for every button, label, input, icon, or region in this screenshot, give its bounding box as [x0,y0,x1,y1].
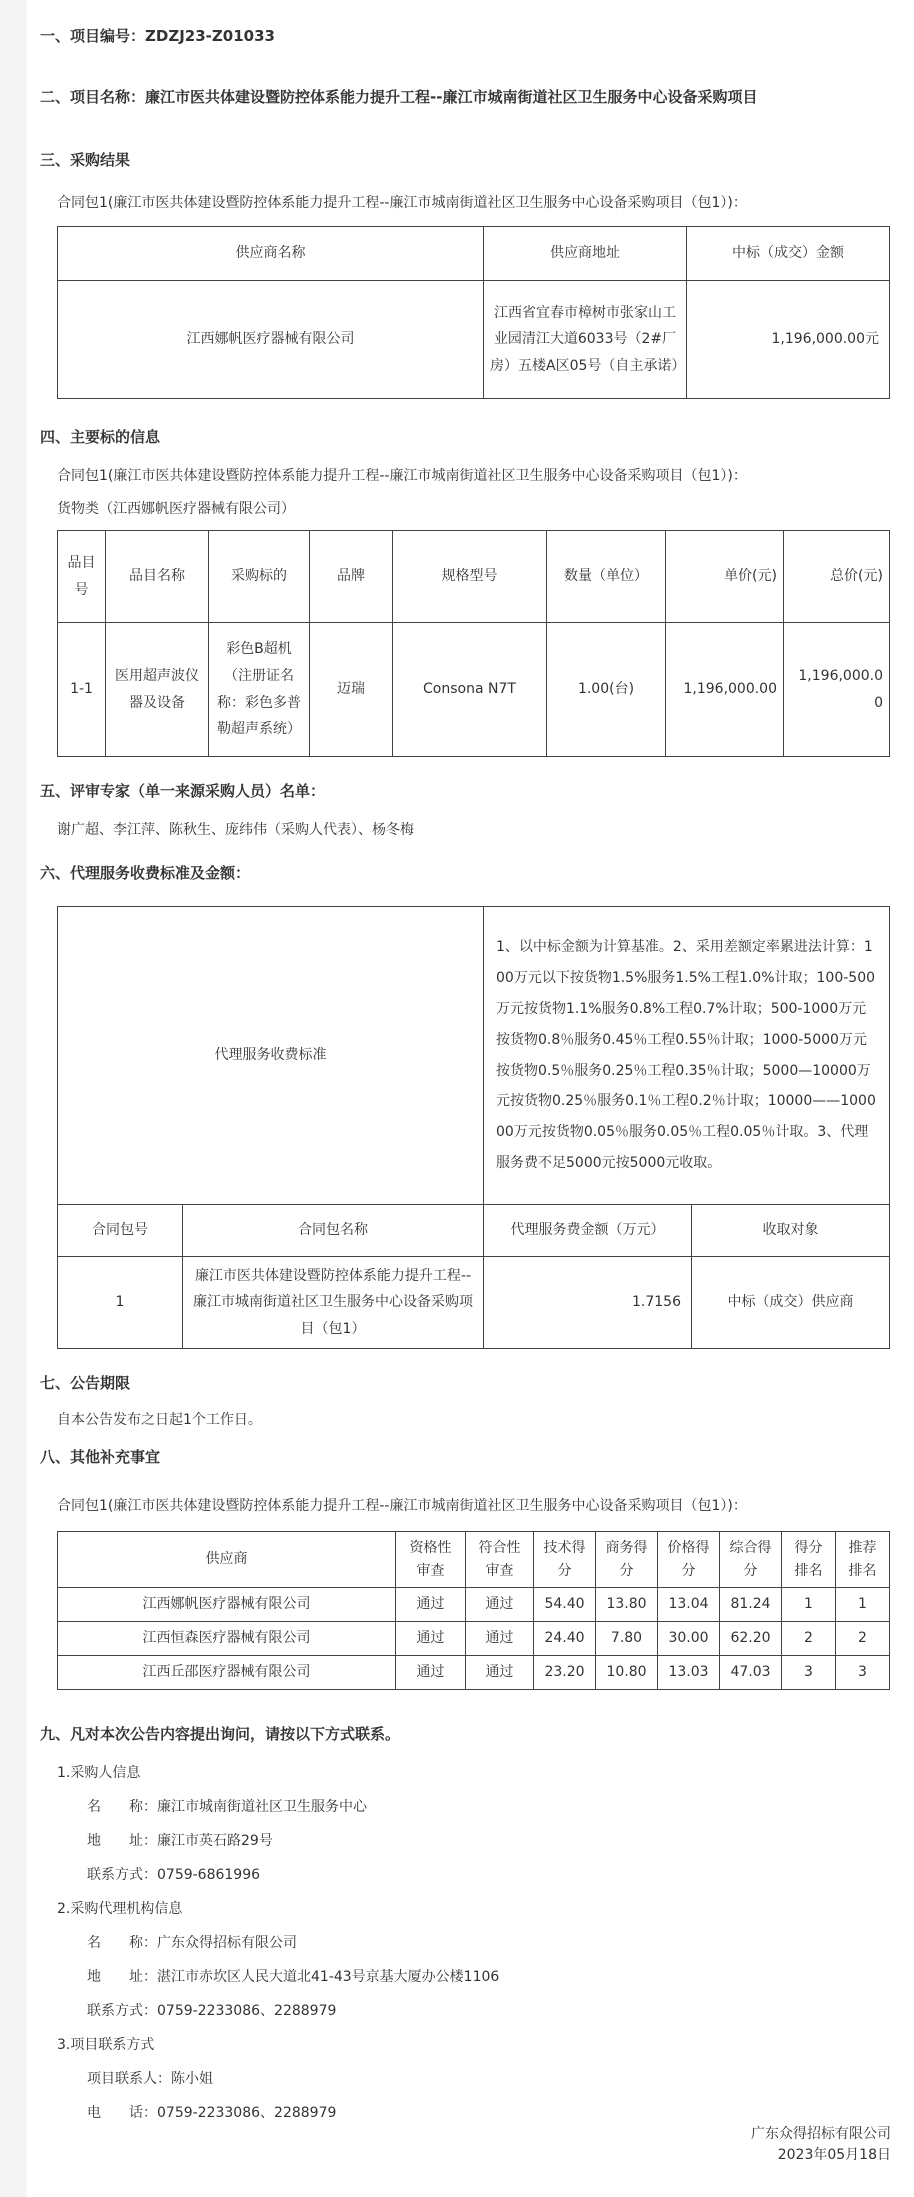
subject-info-table [57,530,890,757]
column-header: 资格性审查 [396,1532,466,1588]
column-header: 符合性审查 [466,1532,534,1588]
business-score-cell: 7.80 [596,1622,658,1656]
project-contact-phone: 电 话：0759-2233086、2288979 [87,2105,337,2121]
column-header: 数量（单位） [547,531,666,623]
project-contact-person: 项目联系人：陈小姐 [87,2071,213,2087]
column-header: 品牌 [310,531,393,623]
supplier-name-cell: 江西娜帆医疗器械有限公司 [58,281,484,399]
item-name-cell: 医用超声波仪器及设备 [106,623,209,757]
column-header: 合同包名称 [183,1205,484,1257]
table-header-row [58,531,890,623]
table-row [58,623,890,757]
fee-standard-text-cell: 1、以中标金额为计算基准。2、采用差额定率累进法计算：100万元以下按货物1.5%服务1.5%工程1.0%计取；100-500万元按货物1.1%服务0.8%工程0.7%计取；500-1000万元按货物0.8％服务0.45％工程0.55％计取；1000-5000万元按货物0.5％服务0.25％工程0.35％计取；5000—10000万元按货物0.25％服务0.1％工程0.2％计取；10000——100000万元按货物0.05％服务0.05％工程0.05％计取。3、代理服务费不足5000元按5000元收取。 [484,907,890,1205]
fee-standard-label-cell: 代理服务收费标准 [58,907,484,1205]
table-row [58,1656,890,1690]
column-header: 供应商名称 [58,227,484,281]
table-row [58,1588,890,1622]
column-header: 总价(元) [784,531,890,623]
fee-payer-cell: 中标（成交）供应商 [692,1257,890,1349]
conformity-cell: 通过 [466,1656,534,1690]
column-header: 技术得分 [534,1532,596,1588]
project-number-heading: 一、项目编号：ZDZJ23-Z01033 [40,27,275,45]
procurement-result-table [57,226,890,399]
column-header: 采购标的 [209,531,310,623]
project-name-heading: 二、项目名称：廉江市医共体建设暨防控体系能力提升工程--廉江市城南街道社区卫生服务中心设备采购项目 [40,88,758,106]
column-header: 综合得分 [720,1532,782,1588]
supplier-name-cell: 江西恒森医疗器械有限公司 [58,1622,396,1656]
column-header: 供应商地址 [484,227,687,281]
package-line: 合同包1(廉江市医共体建设暨防控体系能力提升工程--廉江市城南街道社区卫生服务中心设备采购项目（包1）)： [57,1498,747,1514]
brand-cell: 迈瑞 [310,623,393,757]
footer-date: 2023年05月18日 [777,2147,891,2163]
price-score-cell: 13.04 [658,1588,720,1622]
footer-company: 广东众得招标有限公司 [751,2126,891,2142]
qualification-cell: 通过 [396,1656,466,1690]
announcement-period-text: 自本公告发布之日起1个工作日。 [57,1412,262,1428]
agency-address: 地 址：湛江市赤坎区人民大道北41-43号京基大厦办公楼1106 [87,1969,500,1985]
column-header: 商务得分 [596,1532,658,1588]
price-score-cell: 30.00 [658,1622,720,1656]
announcement-period-heading: 七、公告期限 [40,1374,131,1392]
qualification-cell: 通过 [396,1622,466,1656]
column-header: 推荐排名 [836,1532,890,1588]
category-line: 货物类（江西娜帆医疗器械有限公司） [57,501,295,517]
experts-names: 谢广超、李江萍、陈秋生、庞纬伟（采购人代表）、杨冬梅 [57,822,414,838]
left-gutter [0,0,27,2197]
column-header: 合同包号 [58,1205,183,1257]
column-header: 规格型号 [393,531,547,623]
fee-amount-cell: 1.7156 [484,1257,692,1349]
table-header-row [58,1532,890,1588]
project-contact-title: 3.项目联系方式 [57,2037,155,2053]
supplementary-heading: 八、其他补充事宜 [40,1448,161,1466]
tech-score-cell: 23.20 [534,1656,596,1690]
column-header: 供应商 [58,1532,396,1588]
supplier-name-cell: 江西娜帆医疗器械有限公司 [58,1588,396,1622]
unit-price-cell: 1,196,000.00 [666,623,784,757]
tech-score-cell: 54.40 [534,1588,596,1622]
score-rank-cell: 2 [782,1622,836,1656]
experts-heading: 五、评审专家（单一来源采购人员）名单： [40,782,326,800]
award-amount-cell: 1,196,000.00元 [687,281,890,399]
contact-heading: 九、凡对本次公告内容提出询问，请按以下方式联系。 [40,1725,401,1743]
column-header: 单价(元) [666,531,784,623]
column-header: 品目号 [58,531,106,623]
purchaser-address: 地 址：廉江市英石路29号 [87,1833,273,1849]
purchaser-info-title: 1.采购人信息 [57,1765,141,1781]
agency-fee-table [57,906,890,1349]
recommend-rank-cell: 1 [836,1588,890,1622]
conformity-cell: 通过 [466,1622,534,1656]
fee-standard-row [58,907,890,1205]
procurement-result-heading: 三、采购结果 [40,151,131,169]
table-row [58,1257,890,1349]
column-header: 得分排名 [782,1532,836,1588]
business-score-cell: 13.80 [596,1588,658,1622]
total-price-cell: 1,196,000.00 [784,623,890,757]
agency-name: 名 称：广东众得招标有限公司 [87,1935,297,1951]
score-rank-cell: 1 [782,1588,836,1622]
column-header: 代理服务费金额（万元） [484,1205,692,1257]
qualification-cell: 通过 [396,1588,466,1622]
total-score-cell: 81.24 [720,1588,782,1622]
table-row [58,1622,890,1656]
score-table [57,1531,890,1690]
column-header: 品目名称 [106,531,209,623]
quantity-cell: 1.00(台) [547,623,666,757]
table-row [58,281,890,399]
agency-contact: 联系方式：0759-2233086、2288979 [87,2003,337,2019]
conformity-cell: 通过 [466,1588,534,1622]
business-score-cell: 10.80 [596,1656,658,1690]
procurement-subject-cell: 彩色B超机（注册证名称：彩色多普勒超声系统） [209,623,310,757]
tech-score-cell: 24.40 [534,1622,596,1656]
score-rank-cell: 3 [782,1656,836,1690]
recommend-rank-cell: 2 [836,1622,890,1656]
recommend-rank-cell: 3 [836,1656,890,1690]
column-header: 中标（成交）金额 [687,227,890,281]
package-name-cell: 廉江市医共体建设暨防控体系能力提升工程--廉江市城南街道社区卫生服务中心设备采购项目（包1） [183,1257,484,1349]
table-header-row [58,227,890,281]
column-header: 收取对象 [692,1205,890,1257]
agency-info-title: 2.采购代理机构信息 [57,1901,183,1917]
total-score-cell: 62.20 [720,1622,782,1656]
total-score-cell: 47.03 [720,1656,782,1690]
supplier-address-cell: 江西省宜春市樟树市张家山工业园清江大道6033号（2#厂房）五楼A区05号（自主承诺） [484,281,687,399]
agency-fee-heading: 六、代理服务收费标准及金额： [40,864,251,882]
item-number-cell: 1-1 [58,623,106,757]
purchaser-contact: 联系方式：0759-6861996 [87,1867,261,1883]
column-header: 价格得分 [658,1532,720,1588]
package-number-cell: 1 [58,1257,183,1349]
package-line: 合同包1(廉江市医共体建设暨防控体系能力提升工程--廉江市城南街道社区卫生服务中心设备采购项目（包1）)： [57,468,747,484]
price-score-cell: 13.03 [658,1656,720,1690]
model-cell: Consona N7T [393,623,547,757]
table-header-row [58,1205,890,1257]
package-line: 合同包1(廉江市医共体建设暨防控体系能力提升工程--廉江市城南街道社区卫生服务中心设备采购项目（包1）)： [57,195,747,211]
purchaser-name: 名 称：廉江市城南街道社区卫生服务中心 [87,1799,367,1815]
subject-info-heading: 四、主要标的信息 [40,428,161,446]
supplier-name-cell: 江西丘邵医疗器械有限公司 [58,1656,396,1690]
